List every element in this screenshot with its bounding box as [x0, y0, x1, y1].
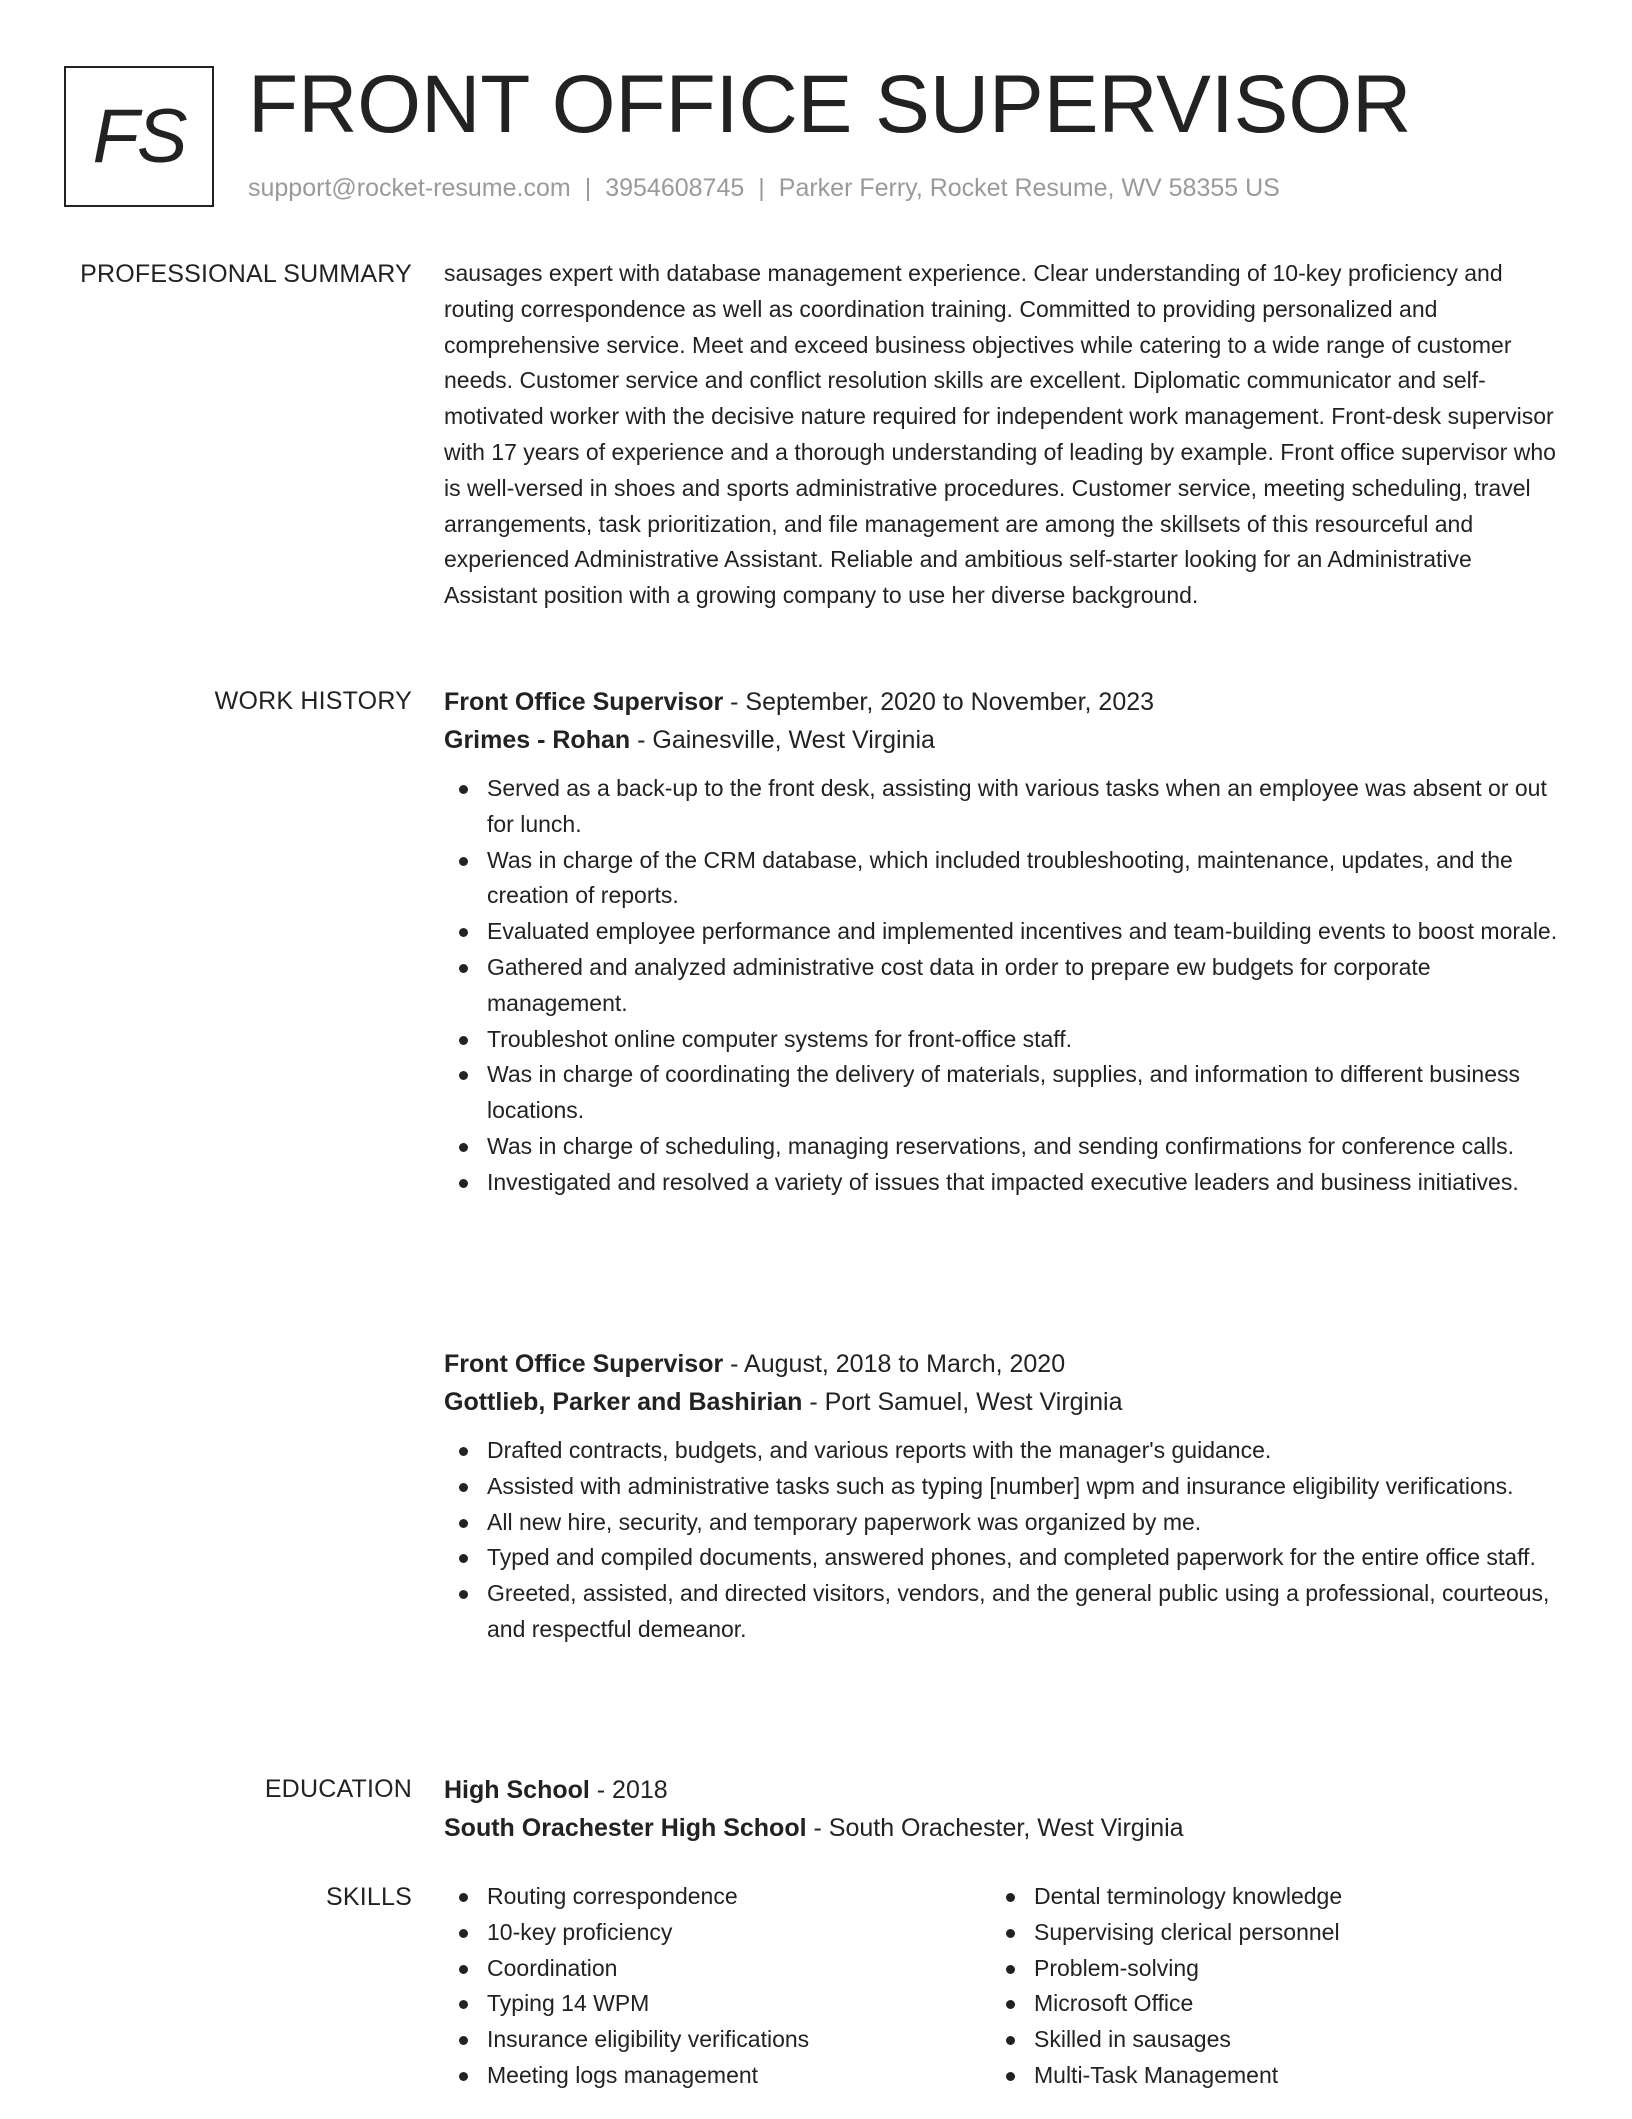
bullet-icon — [459, 928, 468, 937]
contact-phone[interactable]: 3954608745 — [605, 174, 745, 202]
education-location: - South Orachester, West Virginia — [806, 1814, 1184, 1842]
bullet-icon — [1006, 2072, 1015, 2081]
summary-text: sausages expert with database management experience. Clear understanding of 10-key proficiency and routing correspondence as well as coordination training. Committed to providing personalized and comprehensive service. Meet and exceed business objectives while catering to a wide range of customer needs. Customer service and conflict resolution skills are excellent. Diplomatic communicator and self-motivated worker with the decisive nature required for independent work management. Front-desk supervisor with 17 years of experience and a thorough understanding of leading by example. Front office supervisor who is well-versed in shoes and sports administrative procedures. Customer service, meeting scheduling, travel arrangements, task prioritization, and file management are among the skillsets of this resourceful and experienced Administrative Assistant. Reliable and ambitious self-starter looking for an Administrative Assistant position with a growing company to use her diverse background. — [444, 260, 1556, 609]
bullet-icon — [1006, 1965, 1015, 1974]
bullet-icon — [459, 1929, 468, 1938]
bullet-icon — [459, 857, 468, 866]
list-item: Routing correspondence — [444, 1879, 964, 1915]
list-item: Drafted contracts, budgets, and various reports with the manager's guidance. — [444, 1433, 1564, 1469]
skills-list — [991, 1879, 1511, 2094]
list-item: Dental terminology knowledge — [991, 1879, 1511, 1915]
bullet-icon — [459, 2000, 468, 2009]
list-item: Insurance eligibility verifications — [444, 2022, 964, 2058]
list-item: Assisted with administrative tasks such as typing [number] wpm and insurance eligibility verifications. — [444, 1469, 1564, 1505]
job-employer-line — [444, 721, 1564, 759]
contact-separator: | — [758, 174, 765, 202]
job-dates: - August, 2018 to March, 2020 — [723, 1350, 1066, 1378]
list-item: Greeted, assisted, and directed visitors, vendors, and the general public using a professional, courteous, and respectful demeanor. — [444, 1576, 1564, 1648]
job-employer-line — [444, 1383, 1564, 1421]
skills-list — [444, 1879, 964, 2094]
section-label-summary: PROFESSIONAL SUMMARY — [80, 260, 412, 288]
bullet-icon — [459, 1554, 468, 1563]
list-item: Problem-solving — [991, 1951, 1511, 1987]
bullet-icon — [459, 2072, 468, 2081]
bullet-icon — [459, 1071, 468, 1080]
resume-title: FRONT OFFICE SUPERVISOR — [248, 59, 1412, 150]
job-duties-list — [444, 1433, 1564, 1648]
list-item: Investigated and resolved a variety of issues that impacted executive leaders and business initiatives. — [444, 1165, 1564, 1201]
skills-column-left — [444, 1879, 964, 2094]
bullet-icon — [1006, 2000, 1015, 2009]
section-label-education: EDUCATION — [264, 1775, 412, 1803]
list-item: Typing 14 WPM — [444, 1986, 964, 2022]
bullet-icon — [459, 964, 468, 973]
list-item: All new hire, security, and temporary paperwork was organized by me. — [444, 1505, 1564, 1541]
contact-email[interactable]: support@rocket-resume.com — [248, 174, 571, 202]
list-item: Skilled in sausages — [991, 2022, 1511, 2058]
bullet-icon — [459, 1483, 468, 1492]
bullet-icon — [459, 1965, 468, 1974]
bullet-icon — [1006, 1929, 1015, 1938]
job-dates: - September, 2020 to November, 2023 — [723, 688, 1155, 716]
contact-separator: | — [584, 174, 592, 202]
job-location: - Gainesville, West Virginia — [630, 726, 935, 754]
bullet-icon — [459, 1519, 468, 1528]
list-item: Microsoft Office — [991, 1986, 1511, 2022]
job-title: Front Office Supervisor — [444, 688, 724, 716]
skills-section — [444, 1879, 1564, 2119]
job-title-line — [444, 683, 1564, 721]
list-item: Gathered and analyzed administrative cost data in order to prepare ew budgets for corporate management. — [444, 950, 1564, 1022]
job-location: - Port Samuel, West Virginia — [802, 1388, 1123, 1416]
list-item: Meeting logs management — [444, 2058, 964, 2094]
education-degree: High School — [444, 1776, 590, 1804]
bullet-icon — [459, 1590, 468, 1599]
list-item: Multi-Task Management — [991, 2058, 1511, 2094]
list-item: Was in charge of coordinating the delivery of materials, supplies, and information to different business locations. — [444, 1057, 1564, 1129]
job-employer: Gottlieb, Parker and Bashirian — [444, 1388, 803, 1416]
bullet-icon — [459, 2036, 468, 2045]
job-duties-list — [444, 771, 1564, 1201]
job-entry — [444, 683, 1564, 1201]
contact-line — [248, 174, 1280, 203]
job-entry — [444, 1345, 1564, 1648]
job-title-line — [444, 1345, 1564, 1383]
list-item: Troubleshot online computer systems for front-office staff. — [444, 1022, 1564, 1058]
bullet-icon — [459, 1143, 468, 1152]
section-label-work-history: WORK HISTORY — [214, 687, 412, 715]
skills-column-right — [991, 1879, 1511, 2094]
list-item: Evaluated employee performance and implemented incentives and team-building events to boost morale. — [444, 914, 1564, 950]
bullet-icon — [459, 1179, 468, 1188]
list-item: Was in charge of scheduling, managing reservations, and sending confirmations for conference calls. — [444, 1129, 1564, 1165]
bullet-icon — [459, 785, 468, 794]
list-item: Served as a back-up to the front desk, assisting with various tasks when an employee was absent or out for lunch. — [444, 771, 1564, 843]
education-school: South Orachester High School — [444, 1814, 807, 1842]
education-entry — [444, 1771, 1564, 1847]
bullet-icon — [459, 1036, 468, 1045]
summary-section — [444, 256, 1564, 614]
list-item: Typed and compiled documents, answered phones, and completed paperwork for the entire office staff. — [444, 1540, 1564, 1576]
list-item: 10-key proficiency — [444, 1915, 964, 1951]
list-item: Supervising clerical personnel — [991, 1915, 1511, 1951]
bullet-icon — [1006, 1893, 1015, 1902]
job-employer: Grimes - Rohan — [444, 726, 631, 754]
job-title: Front Office Supervisor — [444, 1350, 724, 1378]
bullet-icon — [459, 1447, 468, 1456]
education-degree-line — [444, 1771, 1564, 1809]
bullet-icon — [1006, 2036, 1015, 2045]
bullet-icon — [459, 1893, 468, 1902]
list-item: Coordination — [444, 1951, 964, 1987]
education-school-line — [444, 1809, 1564, 1847]
section-label-skills: SKILLS — [326, 1883, 412, 1911]
education-year: - 2018 — [589, 1776, 668, 1804]
list-item: Was in charge of the CRM database, which included troubleshooting, maintenance, updates, and the creation of reports. — [444, 843, 1564, 915]
monogram-logo: FS — [64, 66, 214, 207]
contact-address: Parker Ferry, Rocket Resume, WV 58355 US — [778, 174, 1280, 202]
